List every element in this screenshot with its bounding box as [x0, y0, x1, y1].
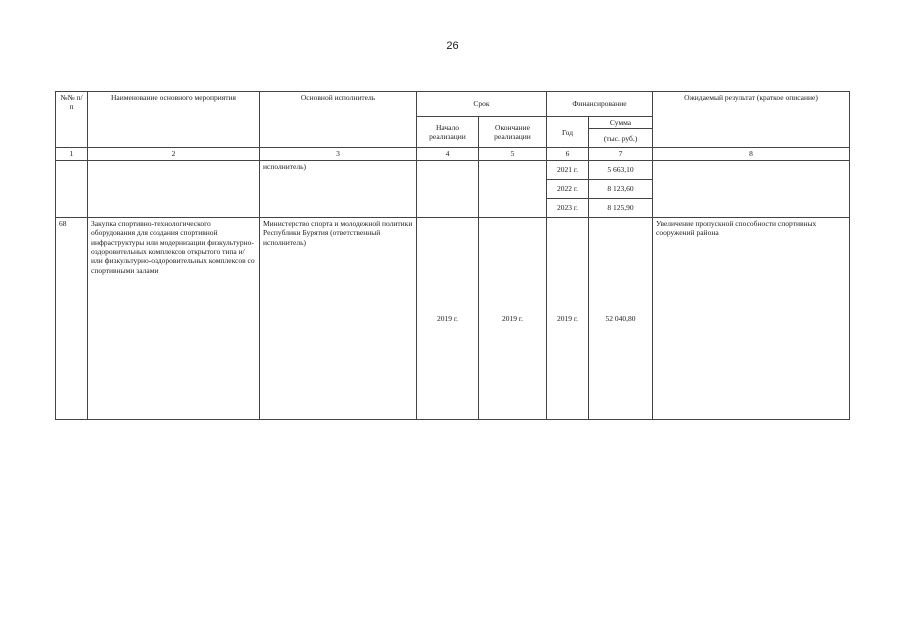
cont-executor: исполнитель) [260, 160, 417, 217]
sum-cell: 8 125,90 [589, 198, 653, 217]
sum-cell: 8 123,60 [589, 179, 653, 198]
end-date: 2019 г. [479, 217, 547, 419]
page-number: 26 [446, 40, 459, 52]
header-term-start: Начало реализации [417, 117, 479, 148]
header-executor: Основной исполнитель [260, 92, 417, 148]
header-term-end: Окончание реализации [479, 117, 547, 148]
expected-result: Увеличение пропускной способности спортивных сооружений района [653, 217, 850, 419]
activity-executor: Министерство спорта и молодежной политики Республики Бурятия (ответственный исполнитель) [260, 217, 417, 419]
cont-name-cell [88, 160, 260, 217]
column-numbers-row [56, 148, 850, 160]
header-financing: Финансирование [547, 92, 653, 117]
col-number: 4 [417, 148, 479, 160]
col-number: 2 [88, 148, 260, 160]
table-row [56, 160, 850, 179]
table-row-68 [56, 217, 850, 419]
sum-cell: 5 663,10 [589, 160, 653, 179]
cont-end-cell [479, 160, 547, 217]
cont-num-cell [56, 160, 88, 217]
header-term: Срок [417, 92, 547, 117]
col-number: 3 [260, 148, 417, 160]
col-number: 7 [589, 148, 653, 160]
cont-result-cell [653, 160, 850, 217]
header-sum-unit: (тыс. руб.) [589, 129, 653, 148]
activity-name: Закупка спортивно-технологического оборудования для создания спортивной инфраструктуры или модернизации физкультурно-оздоровительных комплексов открытого типа и/или физкультурно-оздоровительных комплексов со спортивными залами [88, 217, 260, 419]
header-name: Наименование основного мероприятия [88, 92, 260, 148]
col-number: 1 [56, 148, 88, 160]
start-date: 2019 г. [417, 217, 479, 419]
year-cell: 2023 г. [547, 198, 589, 217]
header-year: Год [547, 117, 589, 148]
col-number: 6 [547, 148, 589, 160]
col-number: 8 [653, 148, 850, 160]
col-number: 5 [479, 148, 547, 160]
row-number: 68 [56, 217, 88, 419]
header-result: Ожидаемый результат (краткое описание) [653, 92, 850, 148]
header-sum: Сумма [589, 117, 653, 129]
header-num: №№ п/п [56, 92, 88, 148]
sum-cell: 52 040,80 [589, 217, 653, 419]
activities-table [55, 91, 850, 420]
year-cell: 2019 г. [547, 217, 589, 419]
cont-start-cell [417, 160, 479, 217]
year-cell: 2022 г. [547, 179, 589, 198]
year-cell: 2021 г. [547, 160, 589, 179]
